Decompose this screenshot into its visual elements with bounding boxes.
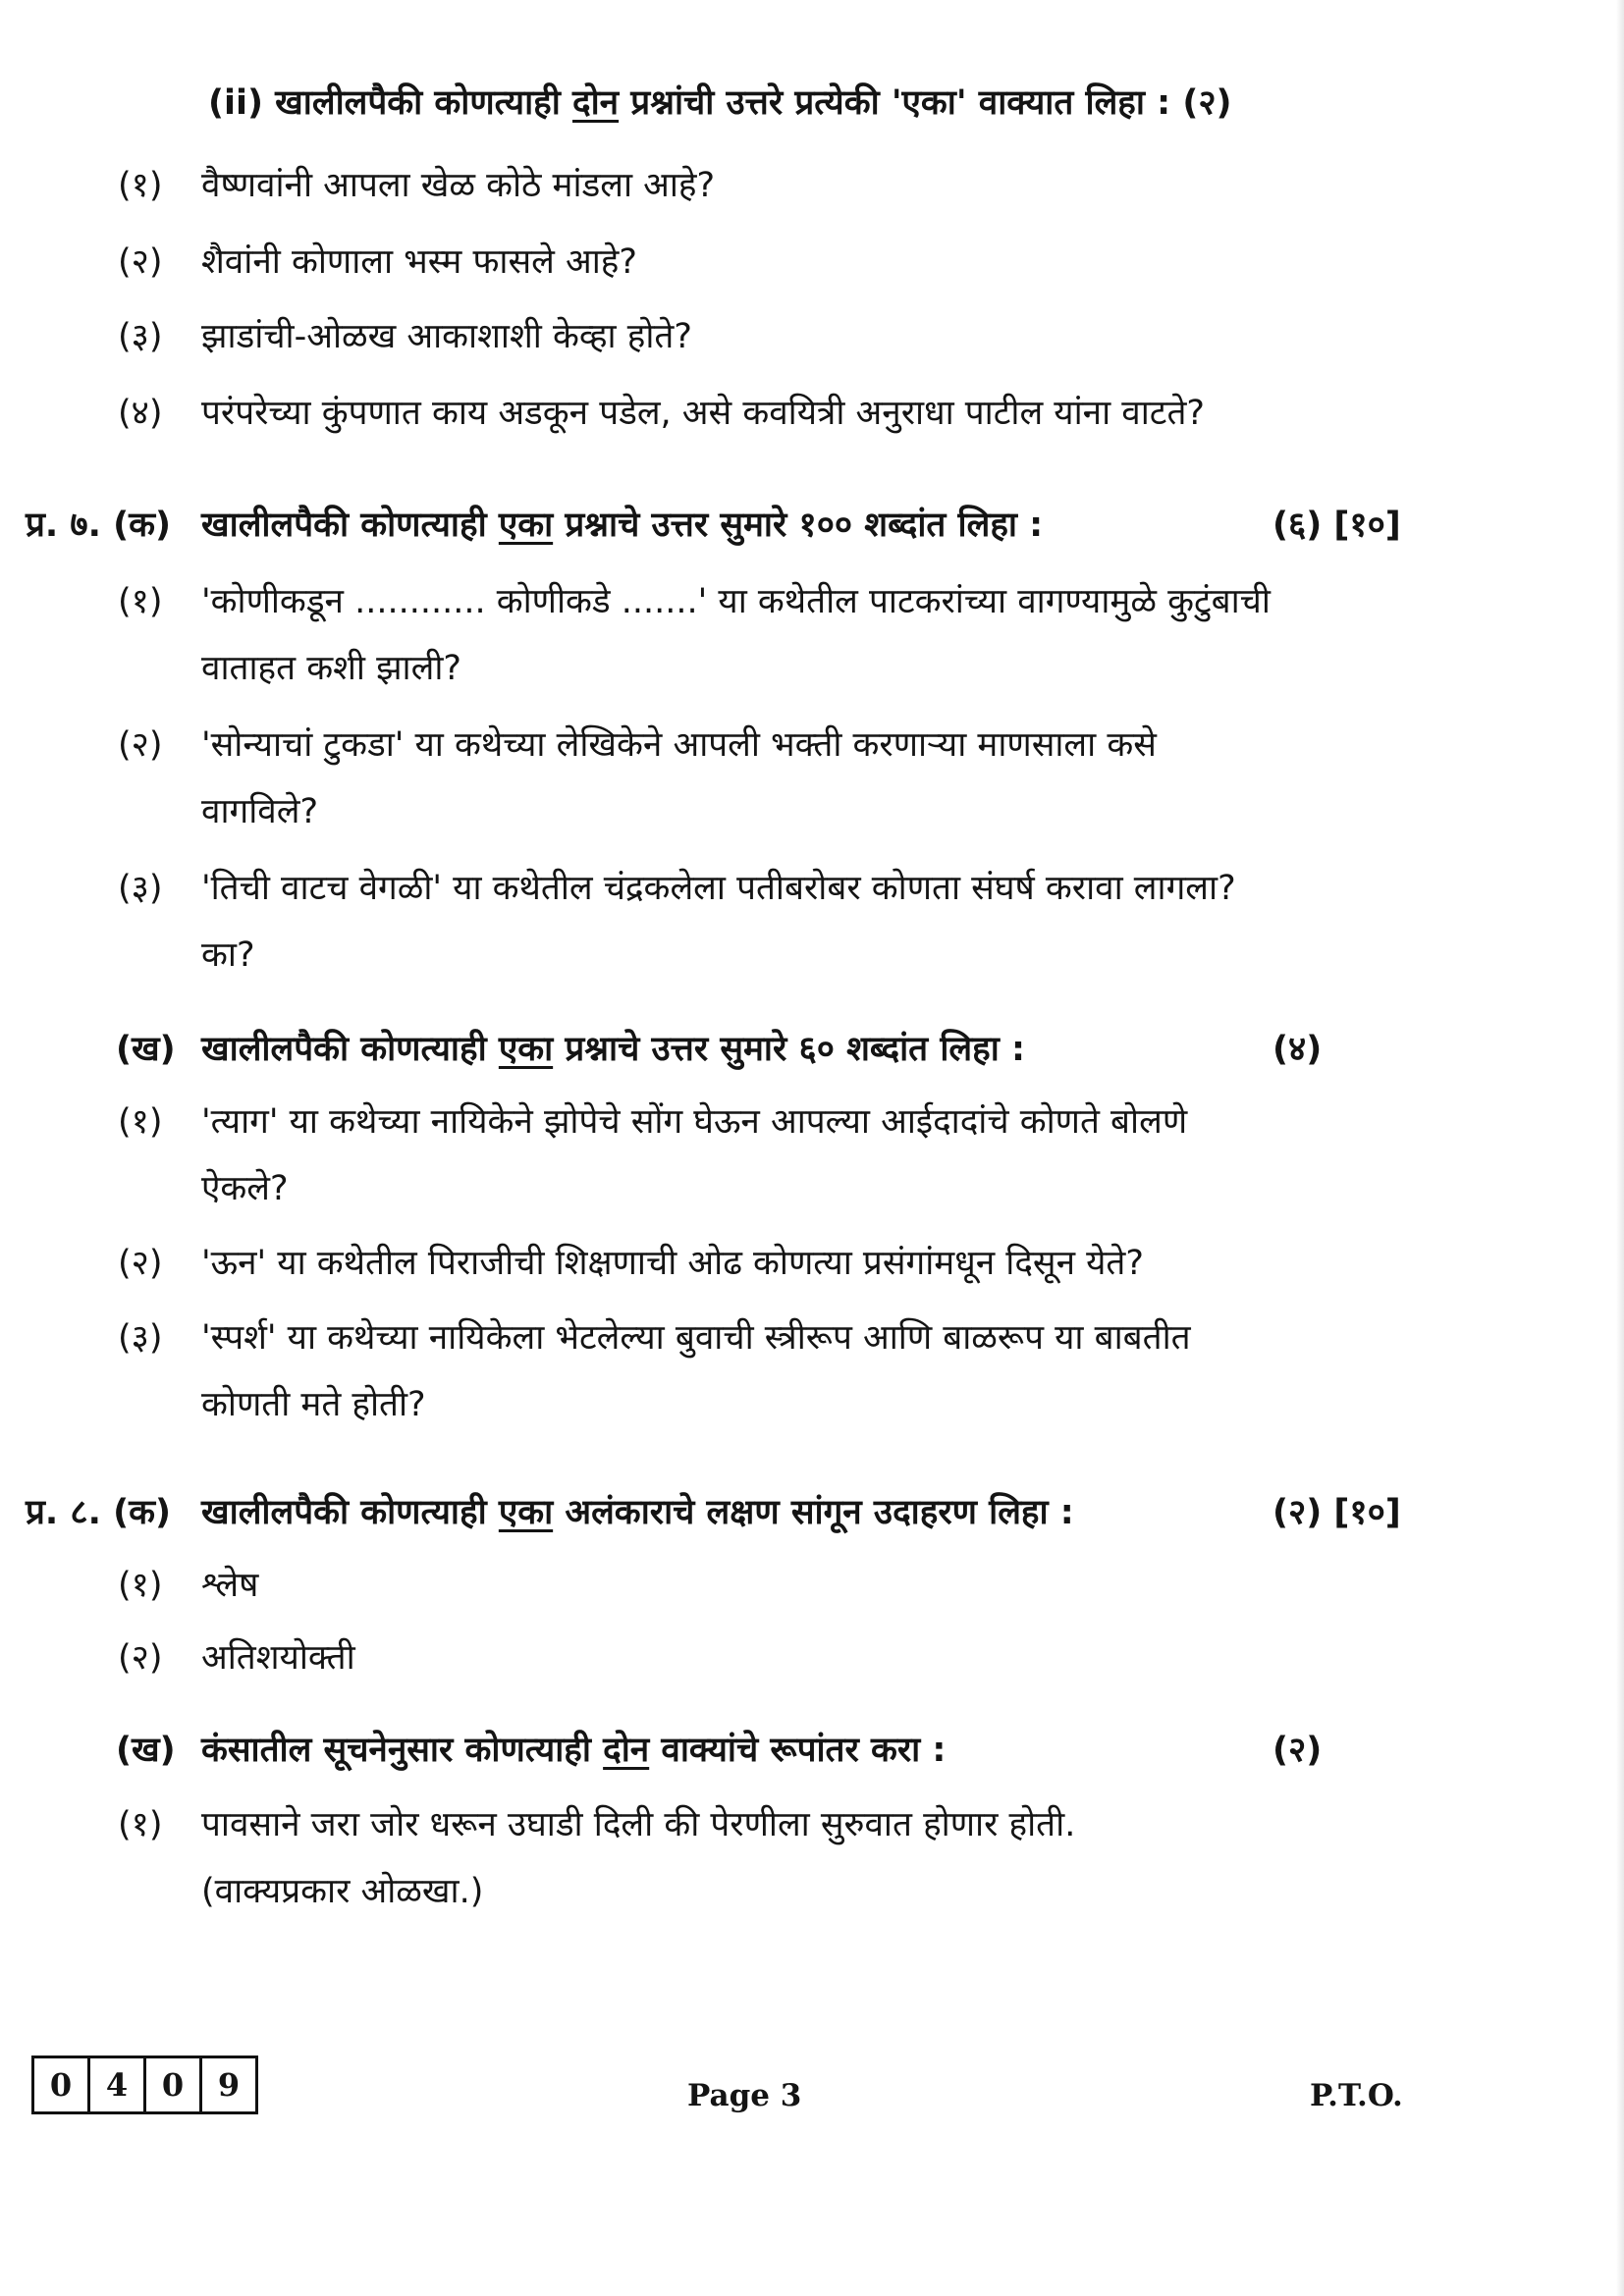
paper-code-digit: 9: [217, 2066, 241, 2104]
q8-a-marks: (२) [१०]: [1272, 1493, 1401, 1532]
q8-label: प्र. ८. (क): [26, 1493, 171, 1532]
paper-code-digit: 4: [90, 2058, 146, 2111]
q8-b-label: (ख): [116, 1731, 176, 1770]
paper-code-digit: 0: [34, 2058, 90, 2111]
q7-a-heading: खालीलपैकी कोणत्याही एका प्रश्नाचे उत्तर सुमारे १०० शब्दांत लिहा :: [201, 506, 1044, 545]
q7-a-marks: (६) [१०]: [1272, 506, 1401, 545]
q7-b-marks: (४): [1272, 1030, 1323, 1069]
q7-b-label: (ख): [116, 1030, 176, 1069]
q7-b-heading: खालीलपैकी कोणत्याही एका प्रश्नाचे उत्तर सुमारे ६० शब्दांत लिहा :: [201, 1030, 1025, 1069]
q8-b-heading: कंसातील सूचनेनुसार कोणत्याही दोन वाक्यांचे रूपांतर करा :: [201, 1731, 947, 1770]
q8-a-heading: खालीलपैकी कोणत्याही एका अलंकाराचे लक्षण सांगून उदाहरण लिहा :: [201, 1493, 1074, 1532]
q7-label: प्र. ७. (क): [26, 506, 171, 545]
q8-b-marks: (२): [1272, 1731, 1323, 1770]
q6-ii-heading: (ii) खालीलपैकी कोणत्याही दोन प्रश्नांची उत्तरे प्रत्येकी 'एका' वाक्यात लिहा : (२): [208, 83, 1232, 123]
pto-note: P.T.O.: [1310, 2078, 1403, 2113]
paper-code-box: [31, 2056, 258, 2114]
exam-page: (ii) खालीलपैकी कोणत्याही दोन प्रश्नांची उत्तरे प्रत्येकी 'एका' वाक्यात लिहा : (२) (१) वैष्णवांनी आपला खेळ कोठे मांडला आहे? (२) शैवांनी कोणाला भस्म फासले आहे? (३) झाडांची-ओळख आकाशाशी केव्हा होते? (४) परंपरेच्या कुंपणात काय अडकून पडेल, असे कवयित्री अनुराधा पाटील यांना वाटते? प्र. ७. (क) खालीलपैकी कोणत्याही एका प्रश्नाचे उत्तर सुमारे १०० शब्दांत लिहा : (६) [१०] (१) 'कोणीकडून ............ कोणीकडे .......' या कथेतील पाटकरांच्या वागण्यामुळे कुटुंबाची वाताहत कशी झाली? (२) 'सोन्याचां टुकडा' या कथेच्या लेखिकेने आपली भक्ती करणाऱ्या माणसाला कसे वागविले? (३) 'तिची वाटच वेगळी' या कथेतील चंद्रकलेला पतीबरोबर कोणता संघर्ष करावा लागला? का? (ख) खालीलपैकी कोणत्याही एका प्रश्नाचे उत्तर सुमारे ६० शब्दांत लिहा : (४) (१) 'त्याग' या कथेच्या नायिकेने झोपेचे सोंग घेऊन आपल्या आईदादांचे कोणते बोलणे ऐकले? (२) 'ऊन' या कथेतील पिराजीची शिक्षणाची ओढ कोणत्या प्रसंगांमधून दिसून येते? (३) 'स्पर्श' या कथेच्या नायिकेला भेटलेल्या बुवाची स्त्रीरूप आणि बाळरूप या बाबतीत कोणती मते होती? प्र. ८. (क) खालीलपैकी कोणत्याही एका अलंकाराचे लक्षण सांगून उदाहरण लिहा : (२) [१०] (१) श्लेष (२) अतिशयोक्ती (ख) कंसातील सूचनेनुसार कोणत्याही दोन वाक्यांचे रूपांतर करा : (२) (१) पावसाने जरा जोर धरून उघाडी दिली की पेरणीला सुरुवात होणार होती. (वाक्यप्रकार ओळखा.) 0 4 0 9 Page 3 P.T.O.: [0, 0, 1624, 2296]
page-number: Page 3: [687, 2078, 802, 2113]
paper-code-digit: 0: [146, 2058, 202, 2111]
scan-edge-shadow: [1616, 0, 1624, 2296]
